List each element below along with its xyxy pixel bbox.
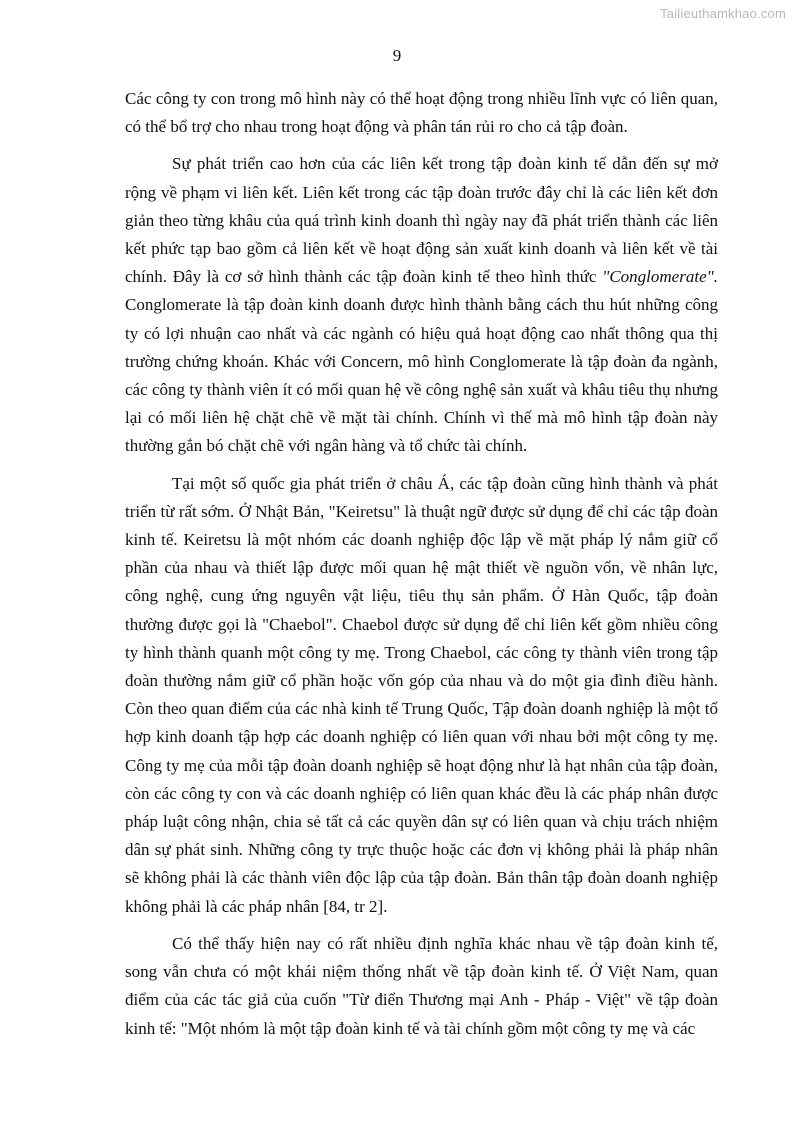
- page-number: 9: [392, 46, 402, 65]
- paragraph-1: Các công ty con trong mô hình này có thể hoạt động trong nhiều lĩnh vực có liên quan, có thể bổ trợ cho nhau trong hoạt động và phân tán rủi ro cho cả tập đoàn.: [125, 89, 718, 137]
- paragraph-3: Tại một số quốc gia phát triển ở châu Á, các tập đoàn cũng hình thành và phát triển từ rất sớm. Ở Nhật Bản, "Keiretsu" là thuật ngữ được sử dụng để chỉ các tập đoàn kinh tế. Keiretsu là một nhóm các doanh nghiệp độc lập về mặt pháp lý nắm giữ cổ phần của nhau và thiết lập được mối quan hệ mật thiết về nguồn vốn, về nhân lực, công nghệ, cung ứng nguyên vật liệu, tiêu thụ sản phẩm. Ở Hàn Quốc, tập đoàn thường được gọi là "Chaebol". Chaebol được sử dụng để chỉ liên kết gồm nhiều công ty hình thành quanh một công ty mẹ. Trong Chaebol, các công ty thành viên trong tập đoàn thường nắm giữ cổ phần hoặc vốn góp của nhau và do một gia đình điều hành. Còn theo quan điểm của các nhà kinh tế Trung Quốc, Tập đoàn doanh nghiệp là một tổ hợp kinh doanh tập hợp các doanh nghiệp có liên quan với nhau bởi một công ty mẹ. Công ty mẹ của mỗi tập đoàn doanh nghiệp sẽ hoạt động như là hạt nhân của tập đoàn, còn các công ty con và các doanh nghiệp có liên quan khác đều là các pháp nhân được pháp luật công nhận, chia sẻ tất cả các quyền dân sự có liên quan và chịu trách nhiệm dân sự phát sinh. Những công ty trực thuộc hoặc các đơn vị không phải là pháp nhân sẽ không phải là các thành viên độc lập của tập đoàn. Bản thân tập đoàn doanh nghiệp không phải là các pháp nhân [84, tr 2].: [125, 473, 718, 916]
- paragraph-2-text-a: Sự phát triển cao hơn của các liên kết trong tập đoàn kinh tế dẫn đến sự mở rộng về phạm vi liên kết. Liên kết trong các tập đoàn trước đây chỉ là các liên kết đơn giản theo từng khâu của quá trình kinh doanh thì ngày nay đã phát triển thành các liên kết phức tạp bao gồm cả liên kết về hoạt động sản xuất kinh doanh và liên kết về tài chính. Đây là cơ sở hình thành các tập đoàn kinh tế theo hình thức: [125, 154, 718, 287]
- paragraph-2-text-b: Conglomerate là tập đoàn kinh doanh được hình thành bằng cách thu hút những công ty có lợi nhuận cao nhất và các ngành có hiệu quả hoạt động cao nhất thông qua thị trường chứng khoán. Khác với Concern, mô hình Conglomerate là tập đoàn đa ngành, các công ty thành viên ít có mối quan hệ về công nghệ sản xuất và khâu tiêu thụ nhưng lại có mối liên hệ chặt chẽ về mặt tài chính. Chính vì thế mà mô hình tập đoàn này thường gắn bó chặt chẽ với ngân hàng và tổ chức tài chính.: [125, 295, 718, 456]
- watermark-text: Tailieuthamkhao.com: [660, 6, 786, 21]
- document-body: [125, 85, 718, 1043]
- paragraph-4: Có thể thấy hiện nay có rất nhiều định nghĩa khác nhau về tập đoàn kinh tế, song vẫn chưa có một khái niệm thống nhất về tập đoàn kinh tế. Ở Việt Nam, quan điểm của các tác giả của cuốn "Từ điển Thương mại Anh - Pháp - Việt" về tập đoàn kinh tế: "Một nhóm là một tập đoàn kinh tế và tài chính gồm một công ty mẹ và các: [125, 933, 718, 1038]
- paragraph-2: [125, 150, 718, 460]
- conglomerate-term: "Conglomerate".: [602, 267, 718, 287]
